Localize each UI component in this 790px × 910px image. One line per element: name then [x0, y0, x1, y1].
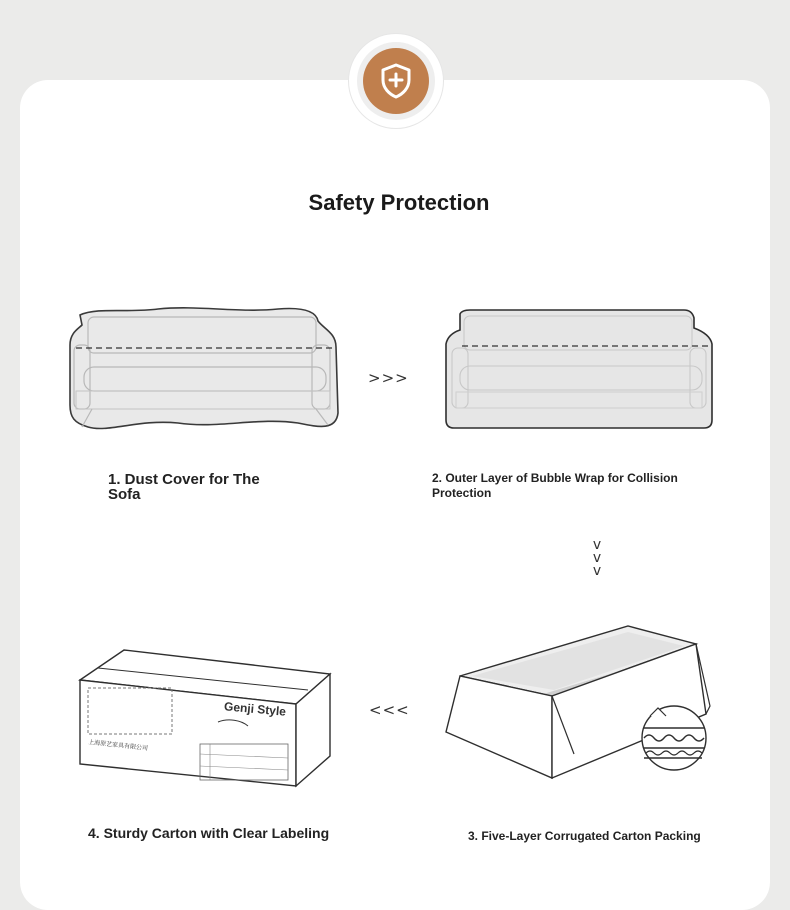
badge — [357, 42, 435, 120]
corrugated-carton-illustration — [444, 624, 716, 794]
badge-ring — [349, 34, 443, 128]
bubble-wrapped-sofa-illustration — [444, 308, 714, 432]
arrow-down-3: v — [592, 563, 602, 579]
labeled-carton-illustration — [76, 648, 334, 790]
carton-company-label: 上海原艺家具有限公司 — [87, 739, 149, 753]
shield-plus-icon — [363, 48, 429, 114]
arrow-left: <<< — [369, 701, 410, 719]
arrow-right: >>> — [368, 369, 409, 387]
step-3-caption: 3. Five-Layer Corrugated Carton Packing — [468, 829, 701, 843]
step-1-caption: 1. Dust Cover for The Sofa — [108, 471, 260, 503]
step-2-caption: 2. Outer Layer of Bubble Wrap for Collision Protection — [432, 471, 678, 500]
arrow-down-1: v — [592, 537, 602, 553]
dust-covered-sofa-illustration — [68, 305, 340, 437]
step-4-caption: 4. Sturdy Carton with Clear Labeling — [88, 825, 330, 841]
arrow-down-2: v — [592, 550, 602, 566]
carton-brand-label: Genji Style — [223, 699, 287, 719]
page-title: Safety Protection — [308, 190, 490, 215]
